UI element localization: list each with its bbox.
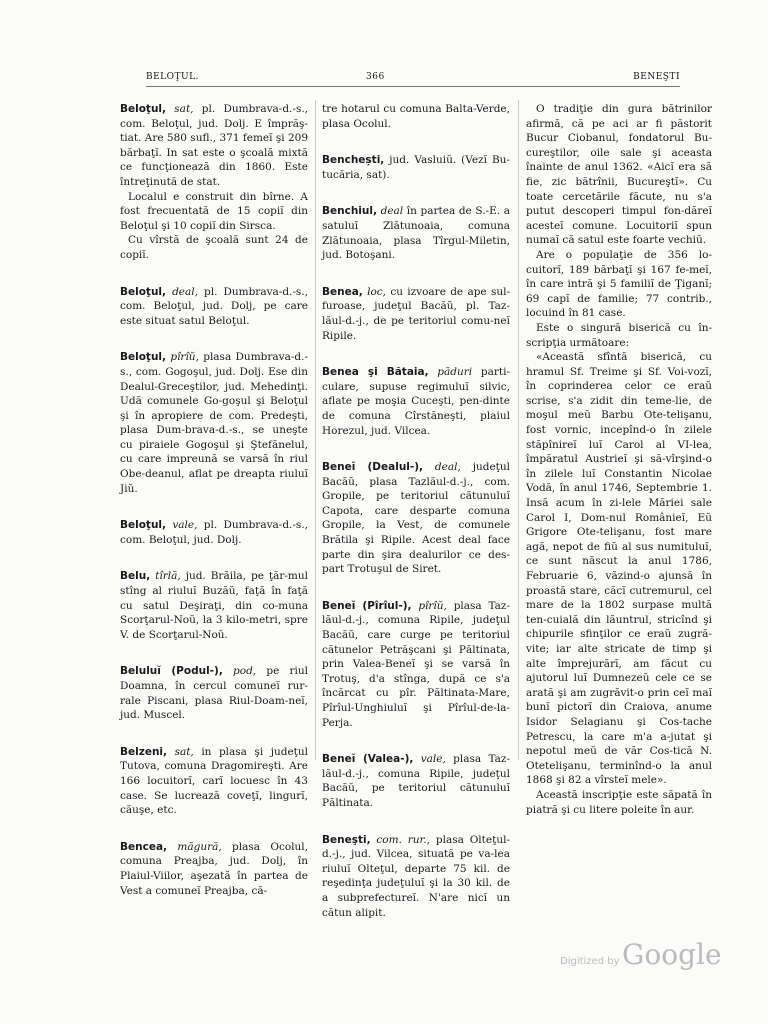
google-logo: Google [622, 938, 722, 971]
entry-type: deal [380, 205, 404, 218]
entry-paragraph [322, 599, 510, 730]
page-number: 366 [366, 72, 385, 82]
entry-paragraph [322, 833, 510, 921]
entry-type: pod, [233, 665, 257, 678]
dictionary-entry [322, 599, 510, 730]
article-paragraph: Această inscripţie este săpată în piatră şi cu litere poleite în aur. [526, 788, 712, 816]
dictionary-entry [322, 153, 510, 182]
dictionary-entry [120, 664, 308, 722]
entry-headword: Beloţul, [120, 285, 167, 298]
entry-type: sat, [174, 745, 194, 758]
entry-headword: Belu, [120, 570, 151, 583]
running-header [146, 72, 680, 86]
entry-headword: Beneĭ (Dealul-), [322, 461, 424, 474]
article-paragraph: O tradiţie din gura bătrinilor afirmă, că pe aci ar fi păstorit Bucur Ciobanul, fondatorul Bu-cureştilor, oile sale şi aceasta înainte de anul 1362. «Aicĭ era să fie, zic bătrînii, Bucureştĭ». Cu toate cercetările făcute, nu s'a putut descoperi timpul fon-dăreĭ acesteĭ comune. Locuitoriĭ spun numaĭ că satul este foarte vechiŭ. [526, 103, 712, 247]
entry-paragraph [120, 102, 308, 190]
entry-text: pe riul Doamna, în cercul comuneĭ rur-rale Piscani, plasa Riul-Doam-neĭ, jud. Muscel. [120, 665, 308, 722]
entry-headword: Beneĭ (Valea-), [322, 753, 414, 766]
entry-paragraph [120, 350, 308, 496]
header-left-term: BELOŢUL. [146, 72, 199, 82]
entry-headword: Bencea, [120, 840, 168, 853]
entry-headword: Benea şi Bătaia, [322, 366, 429, 379]
entry-type: tîrlă, [155, 570, 181, 583]
entry-text: Cu vîrstă de şcoală sunt 24 de copiĭ. [120, 234, 308, 261]
entry-type: deal, [172, 285, 198, 298]
dictionary-entry [120, 569, 308, 642]
entry-type: loc, [367, 285, 387, 298]
entry-text: plasa Dumbrava-d.-s., com. Gogoşul, jud. Dolj. Ese din Dealul-Greceştilor, jud. Mehedinţi. Udă comunele Go-goşul şi Beloţul şi în apropiere de com. Predeşti, plasa Dum-brava-d.-s., se uneşte cu piraiele Gogoşul şi Ştefănelul, cu care impreună se varsă în riul Obe-deanul, aflat pe dreapta riuluĭ Jiŭ. [120, 351, 308, 495]
entry-paragraph [322, 153, 510, 182]
entry-text: pl. Dumbrava-d.-s., com. Beloţul, jud. Dolj. [120, 519, 308, 546]
entry-text: cu izvoare de ape sul-furoase, judeţul Bacăŭ, pl. Taz-lăul-d.-j., de pe teritoriul comu-neĭ Ripile. [322, 285, 511, 342]
entry-text: Localul e construit din bîrne. A fost frecuentată de 15 copiĭ din Beloţul şi 10 copiĭ din Sirsca. [120, 190, 308, 232]
entry-text: jud. Brăila, pe ţăr-mul stîng al riuluĭ Buzăŭ, faţă în faţă cu satul Deşiraţi, din co-muna Scorţarul-Noŭ, la 3 kilo-metri, spre V. de Scorţarul-Noŭ. [120, 570, 309, 641]
entry-headword: Benchiul, [322, 205, 377, 218]
dictionary-entry [322, 204, 510, 262]
entry-paragraph [120, 233, 308, 262]
entry-text: pl. Dumbrava-d.-s., com. Beloţul, jud. Dolj, pe care este situat satul Beloţul. [120, 285, 308, 327]
entry-paragraph [322, 102, 510, 131]
column-1 [120, 102, 308, 920]
entry-text: in plasa şi judeţul Tutova, comuna Dragomireşti. Are 166 locuitorĭ, carĭ locuesc în 43 case. Se lucrează coveţĭ, lingurĭ, căuşe, etc. [120, 745, 309, 817]
dictionary-entry [322, 285, 510, 343]
header-rule [146, 86, 680, 87]
entry-paragraph [120, 840, 308, 898]
entry-type: păduri [437, 366, 473, 379]
entry-headword: Belzeni, [120, 745, 168, 758]
entry-type: pîrîŭ, [418, 599, 447, 612]
entry-text: plasa Olteţul-d.-j., jud. Vilcea, situată pe va-lea riuluĭ Olteţul, departe 75 kil. de reşedinţa judeţuluĭ şi la 30 kil. de a subprefectureĭ. N'are nicĭ un cătun alipit. [322, 833, 510, 919]
entry-type: pîrîŭ, [170, 351, 199, 364]
entry-paragraph [120, 190, 308, 234]
entry-type: vale, [420, 753, 446, 766]
entry-headword: Beloţul, [120, 103, 167, 115]
column-divider [518, 100, 519, 760]
entry-text: judeţul Bacăŭ, plasa Tazlăul-d.-j., com. Gropile, pe teritoriul cătunuluĭ Capota, care desparte comuna Gropile, la Vest, de comunele Brătila şi Ripile. Acest deal face parte din şira dealurilor ce des-part Trotuşul de Siret. [322, 461, 510, 576]
article-paragraph: «Această sfîntă biserică, cu hramul Sf. Treime şi Sf. Voi-vozĭ, în coprinderea celor ce eraŭ scrise, s'a zidit din teme-lie, de moşul meŭ Barbu Ote-telişanu, fost vornic, incepînd-o în zilele stăpînireĭ luĭ Carol al VI-lea, împăratul Austrieĭ şi să-vîrşind-o în zilele luĭ Constantin Nicolae Vodă, în anul 1746, Septembrie 1. Insă acum în zi-lele Măriei sale Carol I, Dom-nul Românieĭ, Eŭ Grigore Ote-telişanu, fost mare agă, nepot de fiŭ al sus numituluĭ, ce sunt născut la anul 1786, Februarie 6, văzind-o ajunsă în proastă stare, căcĭ cutremurul, cel mare de la 1802 surpase multă ten-cuială din lăuntrul, stricînd şi chipurile sfinţilor ce eraŭ zugră-vite; iar alte stricate de timp şi alte împrejurărĭ, am făcut cu ajutorul luĭ Dumnezeŭ cele ce se arată şi am zugrăvit-o prin ceĭ maĭ bunĭ pictorĭ din Craiova, anume Isidor Selagianu şi Cos-tache Petrescu, la care m'a a-jutat şi nepotul meŭ de văr Cos-tică N. Otetelişanu, terminînd-o la anul 1868 şi 82 a vîrsteĭ mele». [526, 351, 712, 787]
dictionary-entry [322, 365, 510, 438]
entry-headword: Beneşti, [322, 833, 371, 846]
dictionary-entry [120, 285, 308, 329]
article-paragraph: Este o singură biserică cu în-scripţia următoare: [526, 321, 712, 349]
article-paragraph: Are o populaţie de 356 lo-cuitorĭ, 189 bărbaţĭ şi 167 fe-meĭ, în care intră şi 5 familiĭ de Ţiganĭ; 69 capĭ de familie; 77 contrib., locuind în 81 case. [526, 248, 712, 320]
entry-text: în partea de S.-E. a satuluĭ Zlătunoaia, comuna Zlătunoaia, plasa Tîrgul-Miletin, jud. Botoşani. [322, 205, 510, 262]
entry-paragraph [322, 204, 510, 262]
watermark-prefix: Digitized by [560, 956, 620, 967]
entry-paragraph [120, 285, 308, 329]
dictionary-entry [120, 745, 308, 818]
entry-paragraph [120, 569, 308, 642]
entry-text: plasa Ocolul, comuna Preajba, jud. Dolj, în Plaiul-Viilor, aşezată în partea de Vest a comuneĭ Preajba, că- [120, 840, 308, 897]
digitized-by-watermark [560, 936, 720, 976]
entry-headword: Benchești, [322, 154, 385, 167]
entry-paragraph [322, 460, 510, 577]
dictionary-entry [120, 350, 308, 496]
column-2 [322, 102, 510, 942]
entry-paragraph [120, 518, 308, 547]
dictionary-entry [322, 833, 510, 921]
dictionary-entry [322, 102, 510, 131]
entry-paragraph [322, 752, 510, 810]
entry-type: vale, [172, 519, 198, 532]
column-3 [526, 102, 712, 817]
entry-text: jud. Vasluiŭ. (Vezĭ Bu-tucăria, sat). [322, 154, 510, 181]
entry-text: plasa Taz-lăul-d.-j., comuna Ripile, judeţul Bacăŭ, care curge pe teritoriul cătunelor Petrăşcani şi Păltinata, prin Valea-Beneĭ şi se varsă în Trotuş, d'a stînga, după ce s'a încărcat cu pîr. Păltinata-Mare, Pîrîul-Unghiuluĭ şi Pîrîul-de-la-Perja. [322, 599, 510, 729]
entry-type: deal, [434, 461, 461, 474]
entry-headword: Beluluĭ (Podul-), [120, 665, 223, 678]
entry-paragraph [322, 365, 510, 438]
entry-type: sat, [174, 103, 194, 115]
dictionary-entry [322, 460, 510, 577]
entry-paragraph [322, 285, 510, 343]
entry-text: plasa Taz-lăul-d.-j., comuna Ripile, judeţul Bacăŭ, pe teritoriul cătunuluĭ Păltinata. [322, 753, 511, 809]
entry-text: pl. Dumbrava-d.-s., com. Beloţul, jud. Dolj. E împrăş-tiat. Are 580 sufl., 371 femeĭ şi 209 bărbaţĭ. In sat este o şcoală mixtă ce funcţionează din 1860. Este întreţinută de stat. [120, 103, 309, 188]
column-divider [315, 100, 316, 760]
entry-headword: Beloţul, [120, 351, 167, 364]
dictionary-entry [120, 840, 308, 898]
header-right-term: BENEŞTI [633, 72, 680, 82]
entry-headword: Benea, [322, 285, 363, 298]
entry-headword: Beloţul, [120, 519, 167, 532]
dictionary-entry [120, 518, 308, 547]
entry-paragraph [120, 664, 308, 722]
entry-paragraph [120, 745, 308, 818]
entry-type: com. rur., [376, 833, 431, 846]
entry-headword: Beneĭ (Pîrîul-), [322, 599, 412, 612]
entry-type: măgură, [177, 840, 222, 853]
entry-text: parti-culare, supuse regimuluĭ silvic, aflate pe moşia Cuceşti, pen-dinte de comuna Cîrstăneşti, plaiul Horezul, jud. Vilcea. [322, 366, 510, 437]
entry-text: tre hotarul cu comuna Balta-Verde, plasa Ocolul. [322, 103, 510, 130]
dictionary-entry [120, 102, 308, 263]
dictionary-entry [322, 752, 510, 810]
